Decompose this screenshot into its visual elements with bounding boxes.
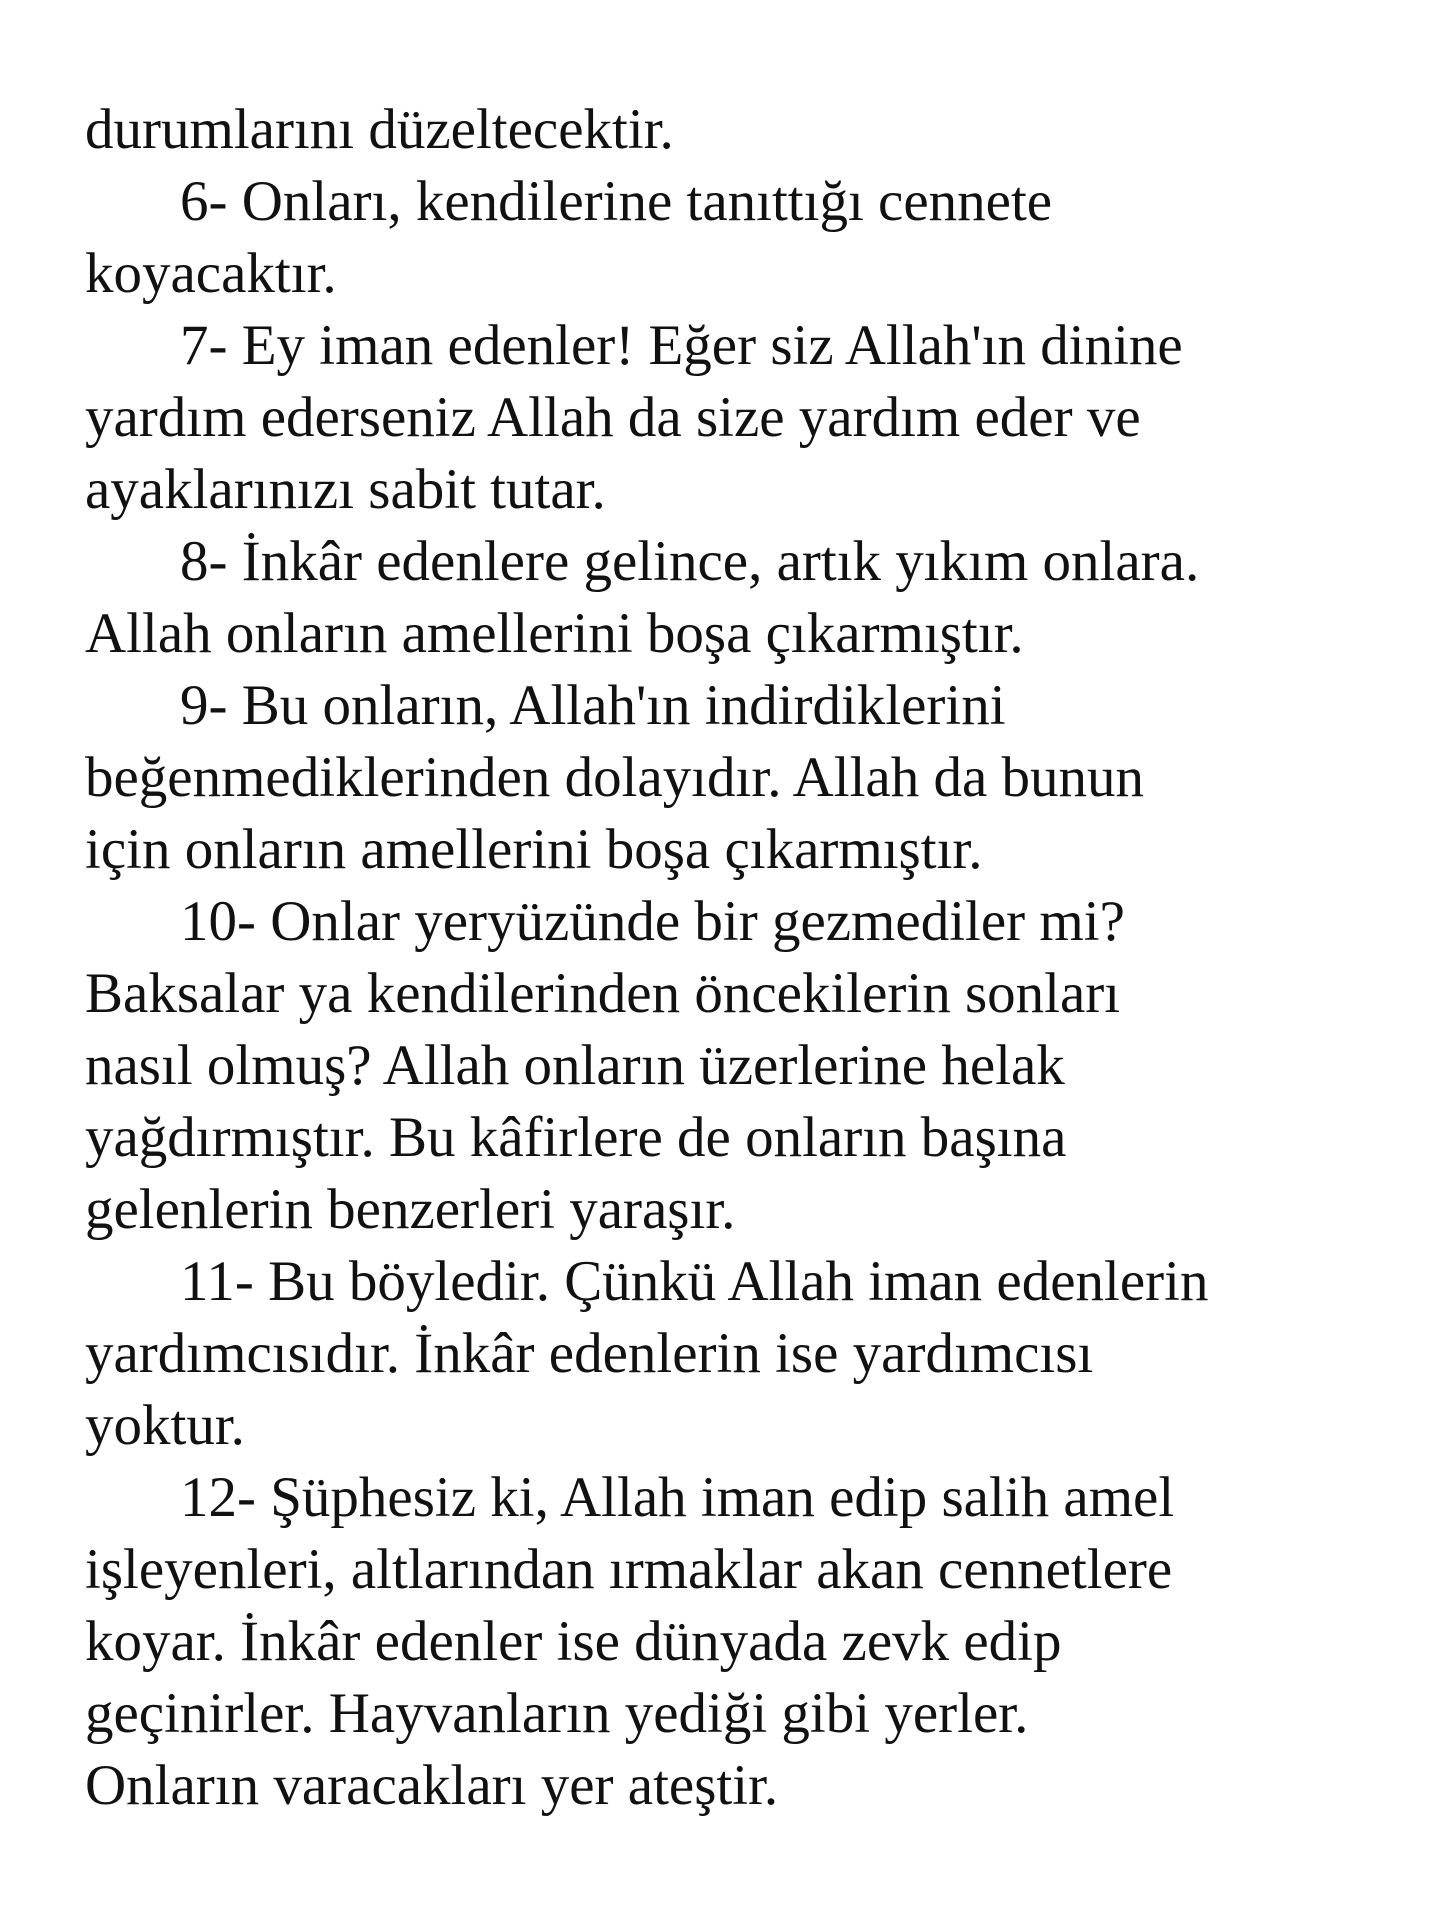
paragraph-10-line-3: nasıl olmuş? Allah onların üzerlerine helak xyxy=(85,1034,1065,1097)
paragraph-6-line-1: 6- Onları, kendilerine tanıttığı cennete xyxy=(180,170,1053,233)
paragraph-12-line-4: geçinirler. Hayvanların yediği gibi yerler. xyxy=(85,1682,1029,1745)
paragraph-10-line-5: gelenlerin benzerleri yaraşır. xyxy=(85,1178,736,1241)
paragraph-7-line-1: 7- Ey iman edenler! Eğer siz Allah'ın dinine xyxy=(180,314,1183,377)
paragraph-6-line-2: koyacaktır. xyxy=(85,242,337,305)
paragraph-11-line-3: yoktur. xyxy=(85,1394,245,1457)
paragraph-7-line-3: ayaklarınızı sabit tutar. xyxy=(85,458,606,521)
paragraph-8-line-1: 8- İnkâr edenlere gelince, artık yıkım onlara. xyxy=(180,530,1200,593)
paragraph-9-line-1: 9- Bu onların, Allah'ın indirdiklerini xyxy=(180,674,1006,737)
paragraph-12-line-3: koyar. İnkâr edenler ise dünyada zevk edip xyxy=(85,1610,1062,1673)
paragraph-11-line-2: yardımcısıdır. İnkâr edenlerin ise yardımcısı xyxy=(85,1322,1094,1385)
paragraph-10-line-2: Baksalar ya kendilerinden öncekilerin sonları xyxy=(85,962,1121,1025)
paragraph-7-line-2: yardım ederseniz Allah da size yardım eder ve xyxy=(85,386,1141,449)
paragraph-12-line-5: Onların varacakları yer ateştir. xyxy=(85,1754,779,1817)
paragraph-11-line-1: 11- Bu böyledir. Çünkü Allah iman edenlerin xyxy=(180,1250,1209,1313)
paragraph-9-line-2: beğenmediklerinden dolayıdır. Allah da bunun xyxy=(85,746,1145,809)
paragraph-10-line-4: yağdırmıştır. Bu kâfirlere de onların başına xyxy=(85,1106,1067,1169)
paragraph-12-line-2: işleyenleri, altlarından ırmaklar akan cennetlere xyxy=(85,1538,1173,1601)
text-line-1: durumlarını düzeltecektir. xyxy=(85,98,674,161)
paragraph-12-line-1: 12- Şüphesiz ki, Allah iman edip salih amel xyxy=(180,1466,1175,1529)
paragraph-10-line-1: 10- Onlar yeryüzünde bir gezmediler mi? xyxy=(180,890,1125,953)
paragraph-8-line-2: Allah onların amellerini boşa çıkarmıştır. xyxy=(85,602,1024,665)
paragraph-9-line-3: için onların amellerini boşa çıkarmıştır. xyxy=(85,818,983,881)
